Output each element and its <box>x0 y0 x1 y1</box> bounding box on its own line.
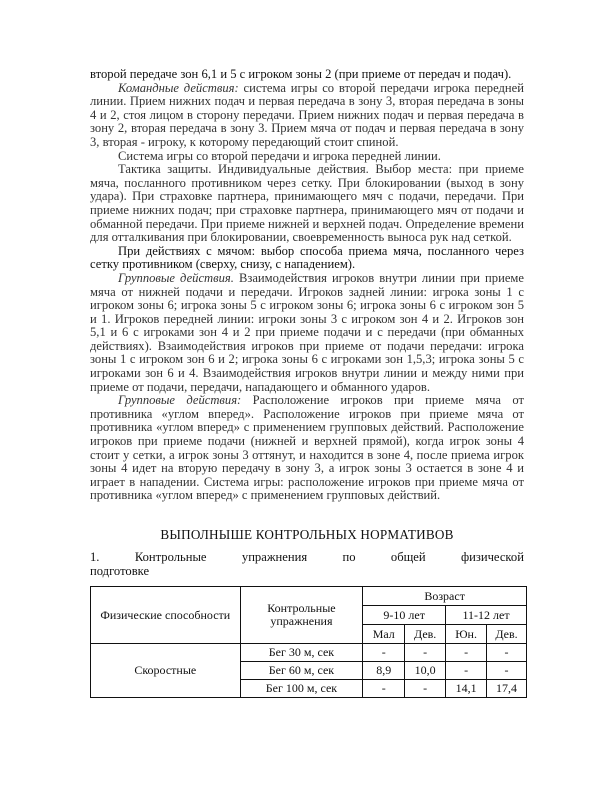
paragraph <box>90 150 524 164</box>
exercise-cell: Бег 30 м, сек <box>240 644 363 662</box>
header-column: Юн. <box>446 625 487 644</box>
paragraph-text: второй передаче зон 6,1 и 5 с игроком зоны 2 (при приеме от передач и подач). <box>90 67 512 81</box>
subsection-word: по <box>342 550 356 564</box>
subsection-word: Контрольные <box>134 550 207 564</box>
paragraph-lead: Групповые действия. <box>118 270 234 285</box>
paragraph-lead: Командные действия: <box>118 80 239 95</box>
header-column: Дев. <box>405 625 446 644</box>
value-cell: 17,4 <box>487 680 527 698</box>
header-exercises: Контрольные упражнения <box>240 587 363 644</box>
paragraph <box>90 82 524 150</box>
paragraph <box>90 272 524 394</box>
subsection-heading-line <box>90 550 524 564</box>
norms-table <box>90 586 527 698</box>
table-header-row <box>91 587 527 606</box>
value-cell: 14,1 <box>446 680 487 698</box>
value-cell: - <box>363 680 405 698</box>
paragraph-text: система игры со второй передачи игрока передней линии. Прием нижних подач и первая передача в зону 3, вторая передача в зоны 4 и 2, стоя лицом в сторону передачи. Прием нижних подач и первая передача в зону 2, вторая передача в зону 3. Прием мяча от подач и первая передача в зону 3, вторая - игроку, к которому передающий стоит спиной. <box>90 80 524 149</box>
body-text <box>90 68 524 503</box>
category-cell: Скоростные <box>91 644 241 698</box>
header-age-group: 11-12 лет <box>446 606 527 625</box>
paragraph-text: Тактика защиты. Индивидуальные действия. Выбор места: при приеме мяча, посланного противником через сетку. При блокировании (выход в зону удара). При страховке партнера, принимающего мяч с подачи, передачи. При приеме нижних подач; при страховке партнера, принимающего мяч от подачи и обманной передачи. При приеме нижней и верхней подач. Определение времени для отталкивания при блокировании, своевременность выноса рук над сеткой. <box>90 162 524 245</box>
paragraph-lead: Групповые действия: <box>118 393 242 408</box>
header-column: Дев. <box>487 625 527 644</box>
header-age: Возраст <box>363 587 527 606</box>
paragraph <box>90 68 524 82</box>
paragraph-text: При действиях с мячом: выбор способа приема мяча, посланного через сетку противником (сверху, снизу, с нападением). <box>90 243 524 272</box>
value-cell: - <box>487 644 527 662</box>
table-row <box>91 644 527 662</box>
subsection-word: упражнения <box>241 550 308 564</box>
value-cell: 8,9 <box>363 662 405 680</box>
exercise-cell: Бег 60 м, сек <box>240 662 363 680</box>
header-column: Мал <box>363 625 405 644</box>
value-cell: 10,0 <box>405 662 446 680</box>
header-age-group: 9-10 лет <box>363 606 446 625</box>
paragraph <box>90 163 524 245</box>
value-cell: - <box>487 662 527 680</box>
value-cell: - <box>363 644 405 662</box>
paragraph-text: Система игры со второй передачи и игрока передней линии. <box>118 148 441 163</box>
section-title: ВЫПОЛНЫШЕ КОНТРОЛЬНЫХ НОРМАТИВОВ <box>160 527 454 542</box>
subsection-continuation: подготовке <box>90 564 150 578</box>
value-cell: - <box>446 662 487 680</box>
paragraph <box>90 245 524 272</box>
paragraph-text: Расположение игроков при приеме мяча от противника «углом вперед». Расположение игроков при приеме мяча от противника «углом вперед» с применением групповых действий. Расположение игроков при приеме подачи (нижней и верхней прямой), когда игрок зоны 4 стоит у сетки, а игрок зоны 3 оттянут, и находится в зоне 4, после приема игрок зоны 4 идет на вторую передачу в зону 3, а игрок зоны 3 остается в зоне 4 и играет в нападении. Система игры: расположение игроков при приеме мяча от противника «углом вперед» с применением групповых действий. <box>90 393 524 503</box>
exercise-cell: Бег 100 м, сек <box>240 680 363 698</box>
paragraph <box>90 394 524 503</box>
subsection-word: общей <box>390 550 426 564</box>
header-ability: Физические способности <box>91 587 241 644</box>
paragraph-text: Взаимодействия игроков внутри линии при приеме мяча от нижней подачи и передачи. Игроков задней линии: игрока зоны 1 с игроком зоны 6; игрока зоны 5 с игроком зоны 6; игрока зоны 6 с игроком зон 5 и 1. Игроков передней линии: игроки зоны 3 с игроком зон 4 и 2. Игроков зон 5,1 и 6 с игроками зон 4 и 2 при приеме подачи и с передачи (при обманных действиях). Взаимодействия игроков при приеме от подачи передачи: игрока зоны 1 с игроком зон 6 и 2; игрока зоны 6 с игроками зон 1,5,3; игрока зоны 5 с игроками зон 6 и 4. Взаимодействия игроков внутри линии и между ними при приеме от подачи, передачи, нападающего и обманного ударов. <box>90 270 524 394</box>
subsection-number: 1. <box>90 550 100 564</box>
value-cell: - <box>405 680 446 698</box>
subsection-word: физической <box>460 550 524 564</box>
subsection-heading <box>90 550 524 578</box>
value-cell: - <box>405 644 446 662</box>
value-cell: - <box>446 644 487 662</box>
